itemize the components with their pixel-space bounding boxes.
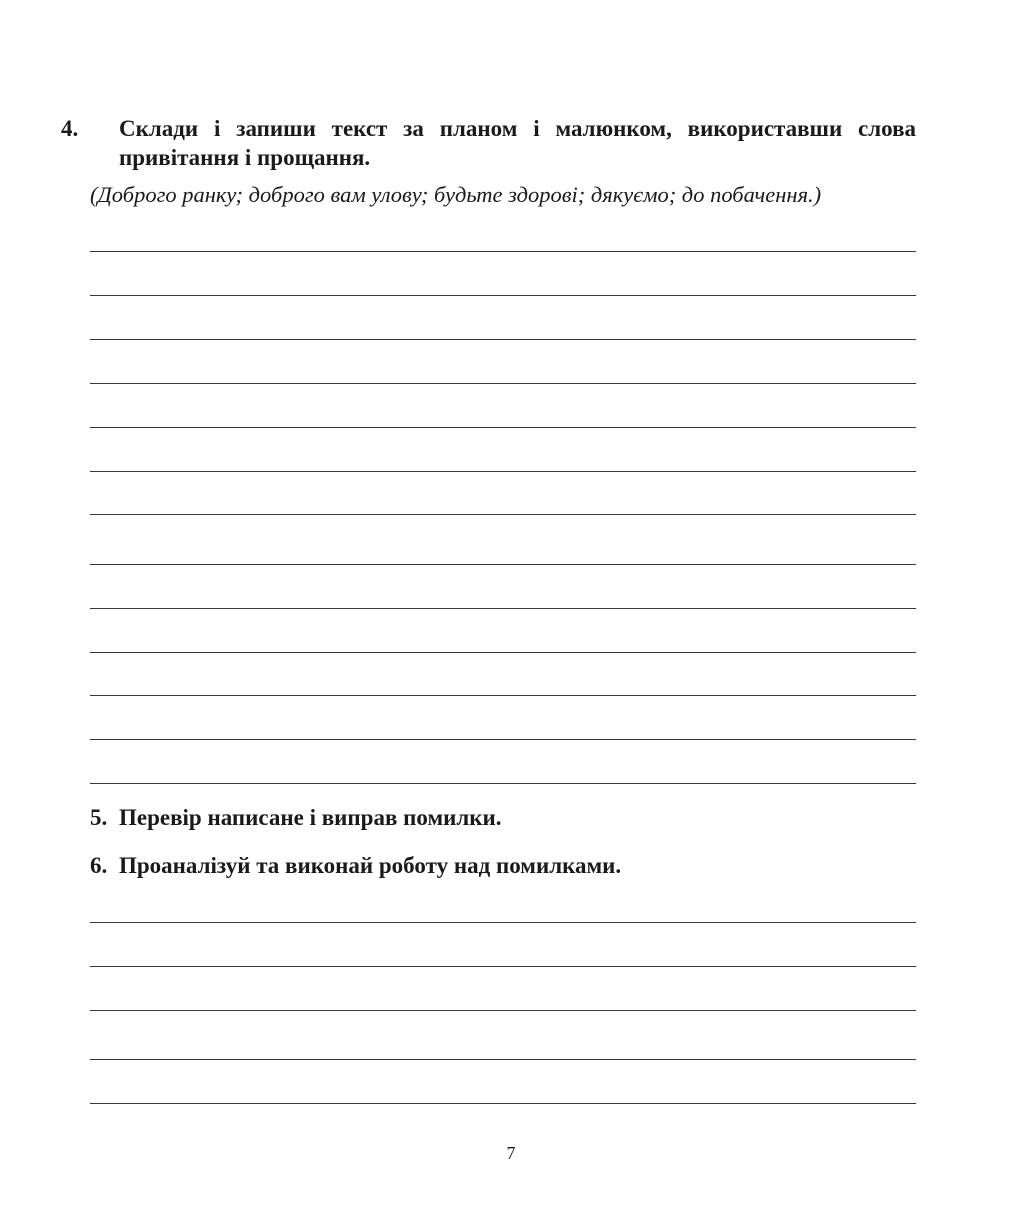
writing-line[interactable]	[90, 564, 916, 565]
task-4-text: Склади і запиши текст за планом і малюнком, використавши слова привітання і прощання.	[119, 116, 916, 170]
writing-line[interactable]	[90, 339, 916, 340]
writing-line[interactable]	[90, 383, 916, 384]
task-6-number: 6.	[90, 853, 108, 878]
task-4	[61, 114, 916, 172]
task-6	[90, 851, 916, 880]
task-4-hint: (Доброго ранку; доброго вам улову; будьте здорові; дякуємо; до побачення.)	[90, 182, 822, 207]
task-5	[90, 803, 916, 832]
writing-line[interactable]	[90, 427, 916, 428]
writing-line[interactable]	[90, 652, 916, 653]
writing-line[interactable]	[90, 1103, 916, 1104]
task-4-body	[61, 114, 916, 172]
writing-line[interactable]	[90, 783, 916, 784]
task-5-number: 5.	[90, 805, 108, 830]
writing-line[interactable]	[90, 739, 916, 740]
task-6-text: Проаналізуй та виконай роботу над помилками.	[119, 853, 622, 878]
writing-line[interactable]	[90, 514, 916, 515]
writing-line[interactable]	[90, 1059, 916, 1060]
writing-line[interactable]	[90, 608, 916, 609]
writing-line[interactable]	[90, 695, 916, 696]
writing-line[interactable]	[90, 1010, 916, 1011]
writing-line[interactable]	[90, 922, 916, 923]
writing-line[interactable]	[90, 966, 916, 967]
page-number: 7	[506, 1143, 516, 1163]
writing-line[interactable]	[90, 295, 916, 296]
task-4-number: 4.	[61, 116, 79, 141]
writing-line[interactable]	[90, 251, 916, 252]
writing-line[interactable]	[90, 471, 916, 472]
task-5-text: Перевір написане і виправ помилки.	[119, 805, 502, 830]
